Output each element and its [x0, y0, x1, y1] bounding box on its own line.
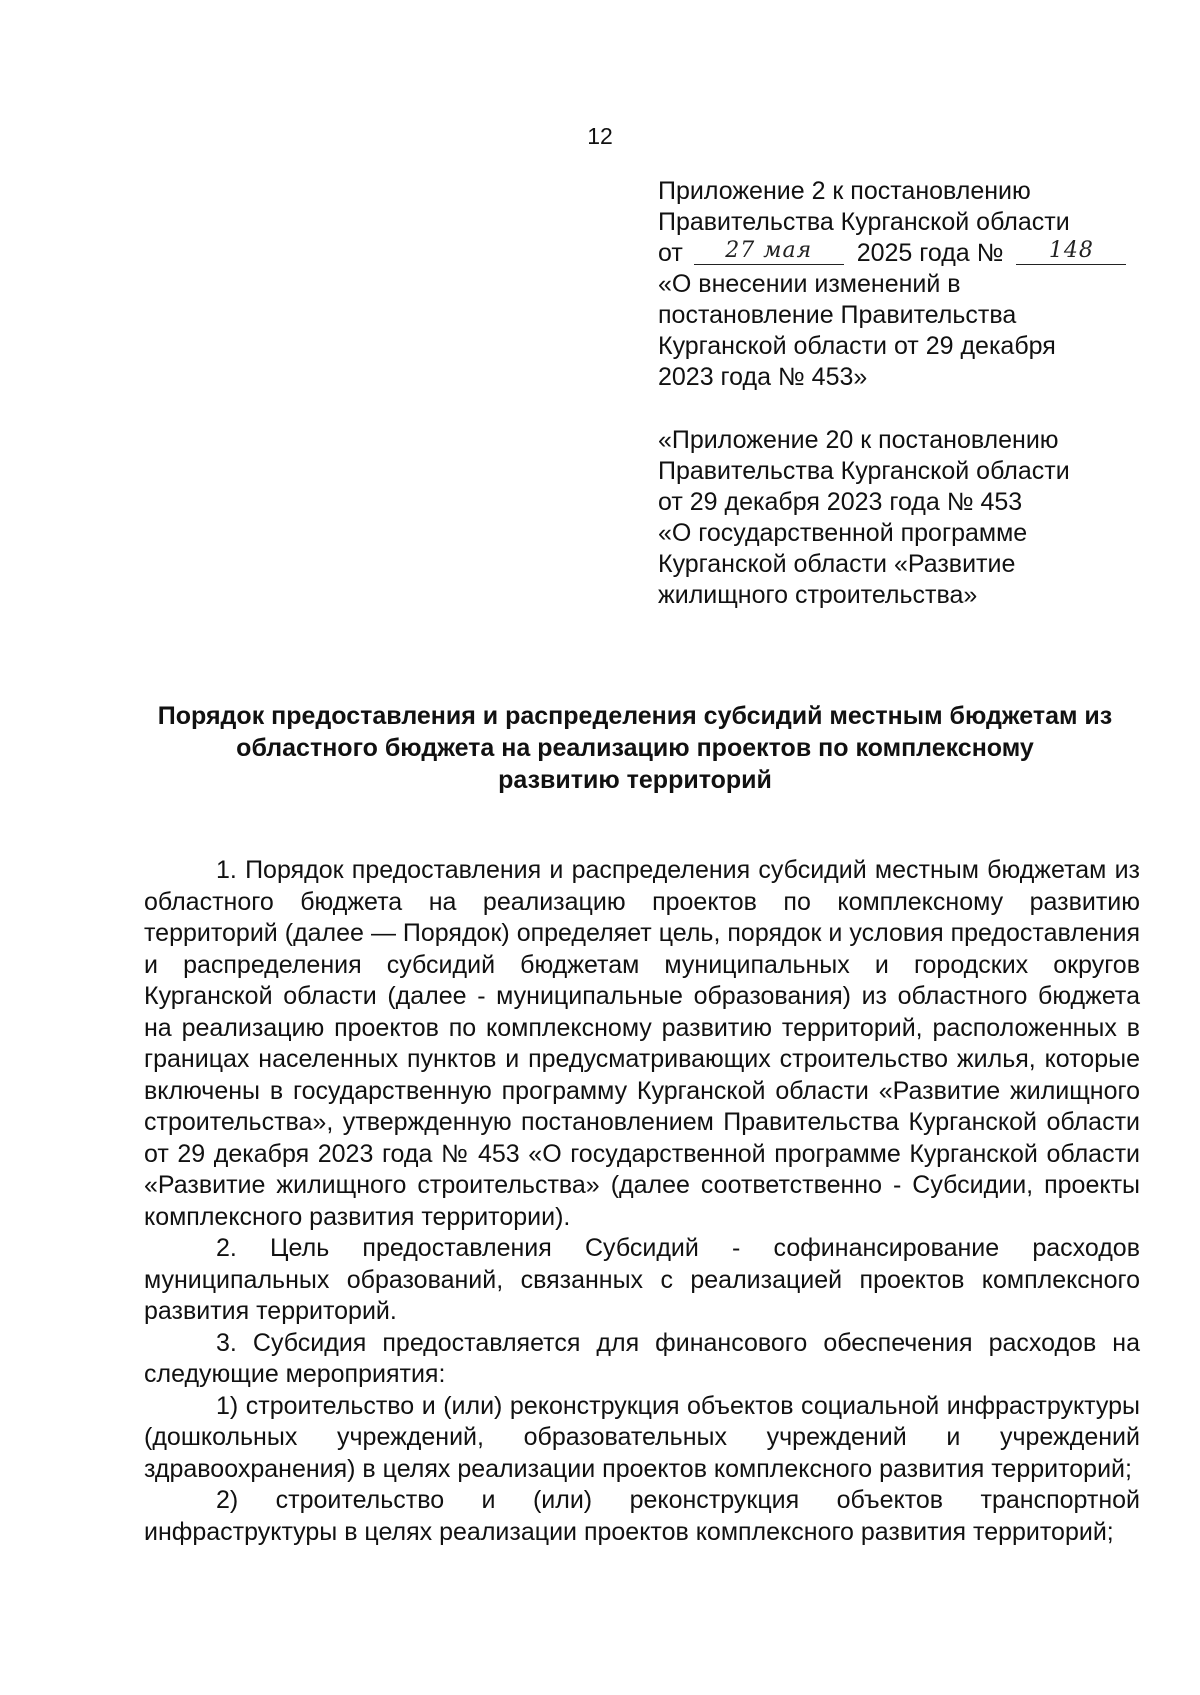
document-body: [144, 855, 1140, 1548]
appendix-header-original: [658, 425, 1118, 611]
date-fill-field: [694, 238, 844, 265]
appendix-header-current: [658, 176, 1118, 393]
paragraph-2: 2. Цель предоставления Субсидий - софинансирование расходов муниципальных образований, связанных с реализацией проектов комплексного развития территорий.: [144, 1234, 1140, 1325]
handwritten-number: 148: [1048, 238, 1094, 263]
paragraph-3: 3. Субсидия предоставляется для финансового обеспечения расходов на следующие мероприятия:: [144, 1328, 1140, 1388]
appendix-line: жилищного строительства»: [658, 581, 978, 609]
appendix-line: Правительства Курганской области: [658, 457, 1070, 485]
appendix-line: «Приложение 20 к постановлению: [658, 426, 1059, 454]
title-line: областного бюджета на реализацию проектов по комплексному: [236, 734, 1034, 762]
appendix-line: постановление Правительства: [658, 301, 1017, 329]
appendix-line: «О государственной программе: [658, 519, 1028, 547]
appendix-date-line: [658, 238, 1118, 269]
document-title: [140, 700, 1130, 796]
handwritten-date: 27 мая: [725, 238, 813, 263]
appendix-line: Курганской области от 29 декабря: [658, 332, 1056, 360]
page-number: 12: [587, 123, 613, 149]
title-line: Порядок предоставления и распределения субсидий местным бюджетам из: [157, 702, 1113, 730]
appendix-line: Правительства Курганской области: [658, 208, 1070, 236]
appendix-line: от 29 декабря 2023 года № 453: [658, 488, 1023, 516]
year-text: 2025 года №: [856, 239, 1004, 267]
title-line: развитию территорий: [498, 766, 772, 794]
appendix-line: Курганской области «Развитие: [658, 550, 1016, 578]
from-label: от: [658, 239, 683, 267]
number-fill-field: [1016, 238, 1126, 265]
appendix-line: 2023 года № 453»: [658, 363, 868, 391]
paragraph-3-item-1: 1) строительство и (или) реконструкция объектов социальной инфраструктуры (дошкольных учреждений, образовательных учреждений и учреждений здравоохранения) в целях реализации проектов комплексного развития территорий;: [144, 1391, 1140, 1483]
paragraph-3-item-2: 2) строительство и (или) реконструкция объектов транспортной инфраструктуры в целях реализации проектов комплексного развития территорий;: [144, 1486, 1140, 1546]
paragraph-1: 1. Порядок предоставления и распределения субсидий местным бюджетам из областного бюджета на реализацию проектов по комплексному развитию территорий (далее — Порядок) определяет цель, порядок и условия предоставления и распределения субсидий бюджетам муниципальных и городских округов Курганской области (далее - муниципальные образования) из областного бюджета на реализацию проектов по комплексному развитию территорий, расположенных в границах населенных пунктов и предусматривающих строительство жилья, которые включены в государственную программу Курганской области «Развитие жилищного строительства», утвержденную постановлением Правительства Курганской области от 29 декабря 2023 года № 453 «О государственной программе Курганской области «Развитие жилищного строительства» (далее соответственно - Субсидии, проекты комплексного развития территории).: [144, 856, 1140, 1231]
appendix-line: Приложение 2 к постановлению: [658, 177, 1031, 205]
appendix-line: «О внесении изменений в: [658, 270, 961, 298]
